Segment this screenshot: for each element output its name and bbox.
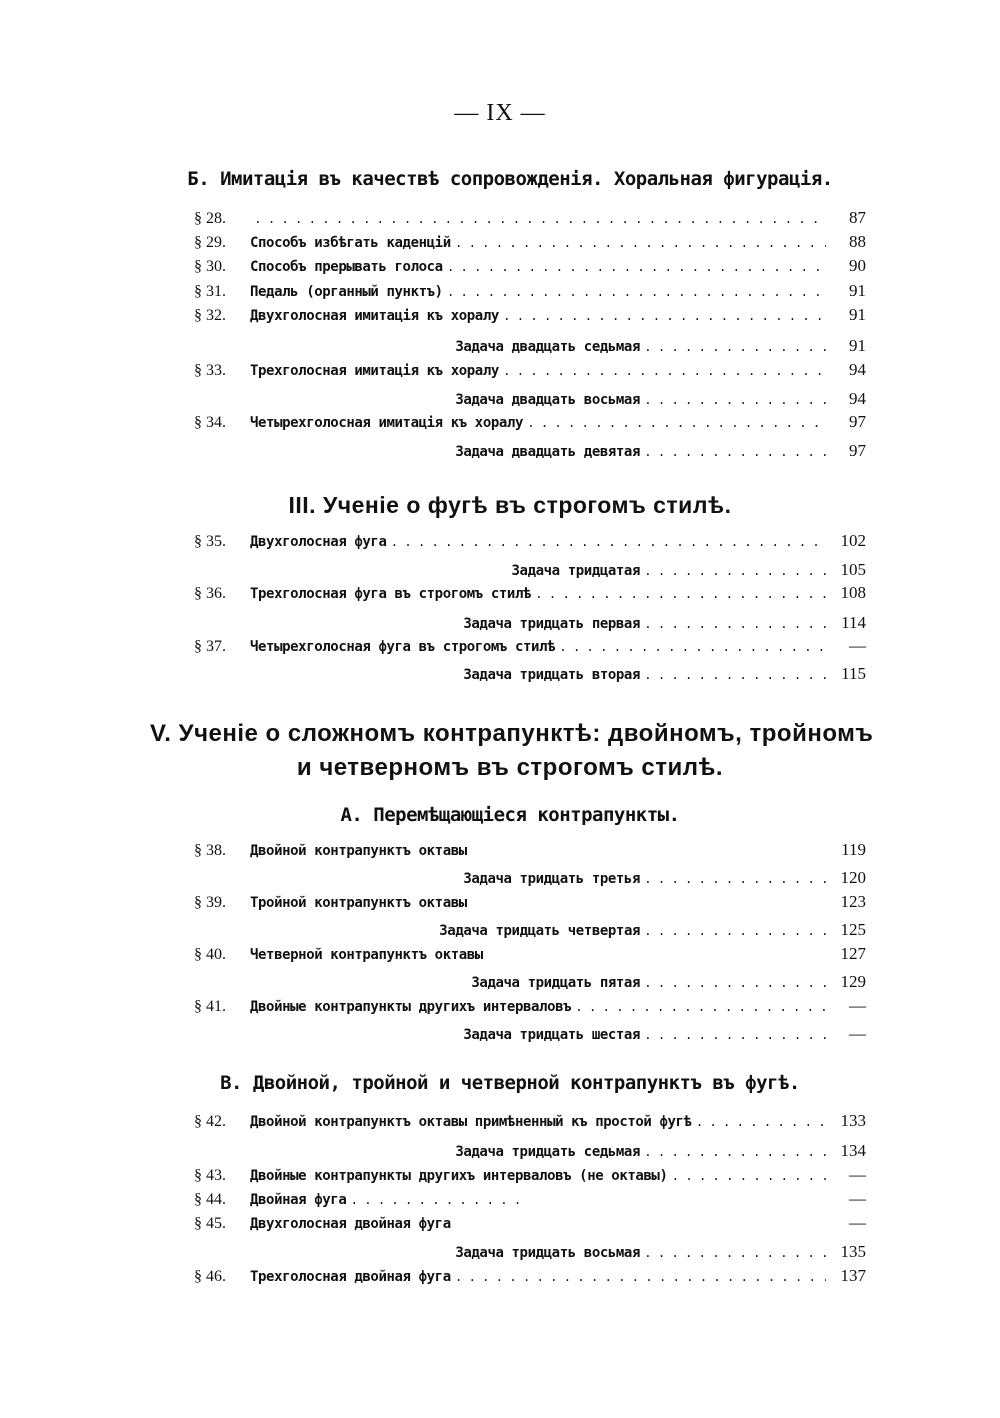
entry-number: § 30. — [194, 258, 226, 275]
entry-page: 102 — [840, 531, 866, 550]
entry-title: Задача тридцать четвертая — [439, 923, 640, 939]
entry-title: Способъ прерывать голоса — [250, 259, 443, 275]
toc-task-entry — [194, 664, 866, 686]
leader-dots — [644, 924, 826, 939]
entry-title: Задача тридцать восьмая — [455, 1245, 640, 1261]
toc-entry — [194, 412, 866, 434]
entry-number: § 31. — [194, 283, 226, 300]
entry-title: Задача тридцать первая — [463, 616, 640, 632]
toc-task-entry — [194, 441, 866, 463]
leader-dots — [644, 1145, 826, 1160]
entry-title: Двойная фуга — [250, 1192, 347, 1208]
leader-dots — [644, 872, 826, 887]
entry-page: — — [849, 1165, 866, 1184]
entry-title: Задача двадцать седьмая — [455, 339, 640, 355]
entry-title: Двойные контрапункты другихъ интерваловъ — [250, 999, 572, 1015]
entry-page: 129 — [840, 972, 866, 991]
toc-entry — [194, 840, 866, 862]
entry-page: 91 — [849, 305, 866, 324]
toc-entry — [194, 1111, 866, 1133]
entry-page: 91 — [849, 281, 866, 300]
toc-entry — [194, 1165, 866, 1187]
entry-page: 119 — [841, 840, 866, 859]
entry-number: § 29. — [194, 234, 226, 251]
entry-title: Задача тридцатая — [511, 563, 640, 579]
leader-dots — [447, 285, 826, 300]
entry-page: 114 — [841, 613, 866, 632]
entry-number: § 44. — [194, 1191, 226, 1208]
toc-entry — [194, 944, 866, 966]
leader-dots — [644, 445, 826, 460]
entry-page: 125 — [840, 920, 866, 939]
leader-dots — [672, 1169, 827, 1184]
entry-number: § 28. — [194, 210, 226, 227]
entry-page: 133 — [840, 1111, 866, 1130]
section-heading-v-line1: V. Ученіе о сложномъ контрапунктѣ: двойномъ, тройномъ — [150, 720, 874, 747]
toc-entry — [194, 583, 866, 605]
entry-number: § 36. — [194, 585, 226, 602]
section-heading-b-imitation: Б. Имитація въ качествѣ сопровожденія. Хоральная фигурація. — [187, 168, 833, 190]
entry-page: 88 — [849, 232, 866, 251]
entry-title: Четырехголосная имитація къ хоралу — [250, 415, 523, 431]
leader-dots — [254, 212, 826, 227]
leader-dots — [644, 617, 826, 632]
toc-task-entry — [194, 1242, 866, 1264]
toc-entry — [194, 208, 866, 230]
leader-dots — [455, 1270, 826, 1285]
toc-entry — [194, 1189, 866, 1211]
toc-entry — [194, 1266, 866, 1288]
entry-number: § 34. — [194, 414, 226, 431]
toc-entry — [194, 892, 866, 914]
toc-entry — [194, 232, 866, 254]
leader-dots — [455, 236, 826, 251]
entry-number: § 37. — [194, 638, 226, 655]
entry-number: § 40. — [194, 946, 226, 963]
entry-title: Двухголосная имитація къ хоралу — [250, 308, 499, 324]
entry-number: § 43. — [194, 1167, 226, 1184]
toc-task-entry — [194, 336, 866, 358]
entry-page: 135 — [840, 1242, 866, 1261]
page-number: — IX — — [454, 100, 546, 126]
entry-number: § 45. — [194, 1215, 226, 1232]
entry-page: — — [849, 996, 866, 1015]
entry-page: 97 — [849, 441, 866, 460]
entry-title: Трехголосная двойная фуга — [250, 1269, 451, 1285]
entry-title: Трехголосная имитація къ хоралу — [250, 363, 499, 379]
toc-task-entry — [194, 920, 866, 942]
entry-page: — — [849, 1189, 866, 1208]
entry-title: Двухголосная двойная фуга — [250, 1216, 451, 1232]
entry-title: Задача тридцать седьмая — [455, 1144, 640, 1160]
leader-dots — [575, 1000, 826, 1015]
entry-number: § 33. — [194, 362, 226, 379]
entry-title: Трехголосная фуга въ строгомъ стилѣ — [250, 586, 532, 602]
entry-page: 105 — [840, 560, 866, 579]
entry-number: § 38. — [194, 842, 226, 859]
section-heading-b-double: В. Двойной, тройной и четверной контрапунктъ въ фугѣ. — [220, 1072, 800, 1094]
leader-dots — [503, 364, 826, 379]
entry-page: 123 — [840, 892, 866, 911]
entry-page: — — [849, 1213, 866, 1232]
toc-task-entry — [194, 1141, 866, 1163]
toc-entry — [194, 996, 866, 1018]
entry-page: 91 — [849, 336, 866, 355]
entry-number: § 46. — [194, 1268, 226, 1285]
section-heading-iii-fugue: III. Ученіе о фугѣ въ строгомъ стилѣ. — [288, 492, 732, 518]
toc-task-entry — [194, 560, 866, 582]
toc-entry — [194, 636, 866, 658]
entry-title: Четверной контрапунктъ октавы — [250, 947, 483, 963]
leader-dots — [391, 535, 827, 550]
toc-task-entry — [194, 868, 866, 890]
leader-dots — [644, 1246, 826, 1261]
leader-dots — [644, 340, 826, 355]
entry-page: 87 — [849, 208, 866, 227]
entry-title: Двухголосная фуга — [250, 534, 387, 550]
section-heading-v-line2: и четверномъ въ строгомъ стилѣ. — [296, 754, 724, 781]
entry-title: Четырехголосная фуга въ строгомъ стилѣ — [250, 639, 556, 655]
leader-dots — [644, 668, 826, 683]
entry-page: 127 — [840, 944, 866, 963]
toc-task-entry — [194, 1024, 866, 1046]
entry-title: Задача тридцать шестая — [463, 1027, 640, 1043]
entry-page: 120 — [840, 868, 866, 887]
entry-title: Двойной контрапунктъ октавы примѣненный къ простой фугѣ — [250, 1114, 692, 1130]
entry-title: Задача двадцать восьмая — [455, 392, 640, 408]
entry-number: § 41. — [194, 998, 226, 1015]
toc-entry — [194, 360, 866, 382]
entry-page: 94 — [849, 389, 866, 408]
toc-task-entry — [194, 972, 866, 994]
entry-number: § 42. — [194, 1113, 226, 1130]
leader-dots — [644, 393, 826, 408]
entry-title: Задача тридцать пятая — [471, 975, 640, 991]
entry-title: Педаль (органный пунктъ) — [250, 284, 443, 300]
entry-title: Задача тридцать вторая — [463, 667, 640, 683]
entry-page: 97 — [849, 412, 866, 431]
leader-dots — [527, 416, 826, 431]
entry-page: 134 — [840, 1141, 866, 1160]
toc-entry — [194, 281, 866, 303]
entry-page: — — [849, 1024, 866, 1043]
section-heading-a-moving: А. Перемѣщающіеся контрапункты. — [340, 804, 680, 826]
entry-title: Задача тридцать третья — [463, 871, 640, 887]
leader-dots — [644, 1028, 826, 1043]
leader-dots — [503, 309, 826, 324]
entry-page: — — [849, 636, 866, 655]
leader-dots — [447, 260, 826, 275]
leader-dots — [350, 1193, 530, 1208]
toc-entry — [194, 531, 866, 553]
entry-page: 115 — [841, 664, 866, 683]
leader-dots — [696, 1115, 826, 1130]
leader-dots — [559, 640, 826, 655]
toc-entry — [194, 305, 866, 327]
entry-title: Двойные контрапункты другихъ интерваловъ (не октавы) — [250, 1168, 668, 1184]
entry-page: 90 — [849, 256, 866, 275]
entry-title: Тройной контрапунктъ октавы — [250, 895, 467, 911]
leader-dots — [644, 976, 826, 991]
leader-dots — [535, 587, 826, 602]
entry-number: § 35. — [194, 533, 226, 550]
toc-entry — [194, 256, 866, 278]
entry-title: Двойной контрапунктъ октавы — [250, 843, 467, 859]
leader-dots — [644, 564, 826, 579]
entry-title: Задача двадцать девятая — [455, 444, 640, 460]
toc-entry — [194, 1213, 866, 1235]
entry-page: 108 — [840, 583, 866, 602]
toc-task-entry — [194, 389, 866, 411]
entry-number: § 32. — [194, 307, 226, 324]
entry-number: § 39. — [194, 894, 226, 911]
toc-task-entry — [194, 613, 866, 635]
entry-page: 137 — [840, 1266, 866, 1285]
entry-title: Способъ избѣгать каденцій — [250, 235, 451, 251]
entry-page: 94 — [849, 360, 866, 379]
